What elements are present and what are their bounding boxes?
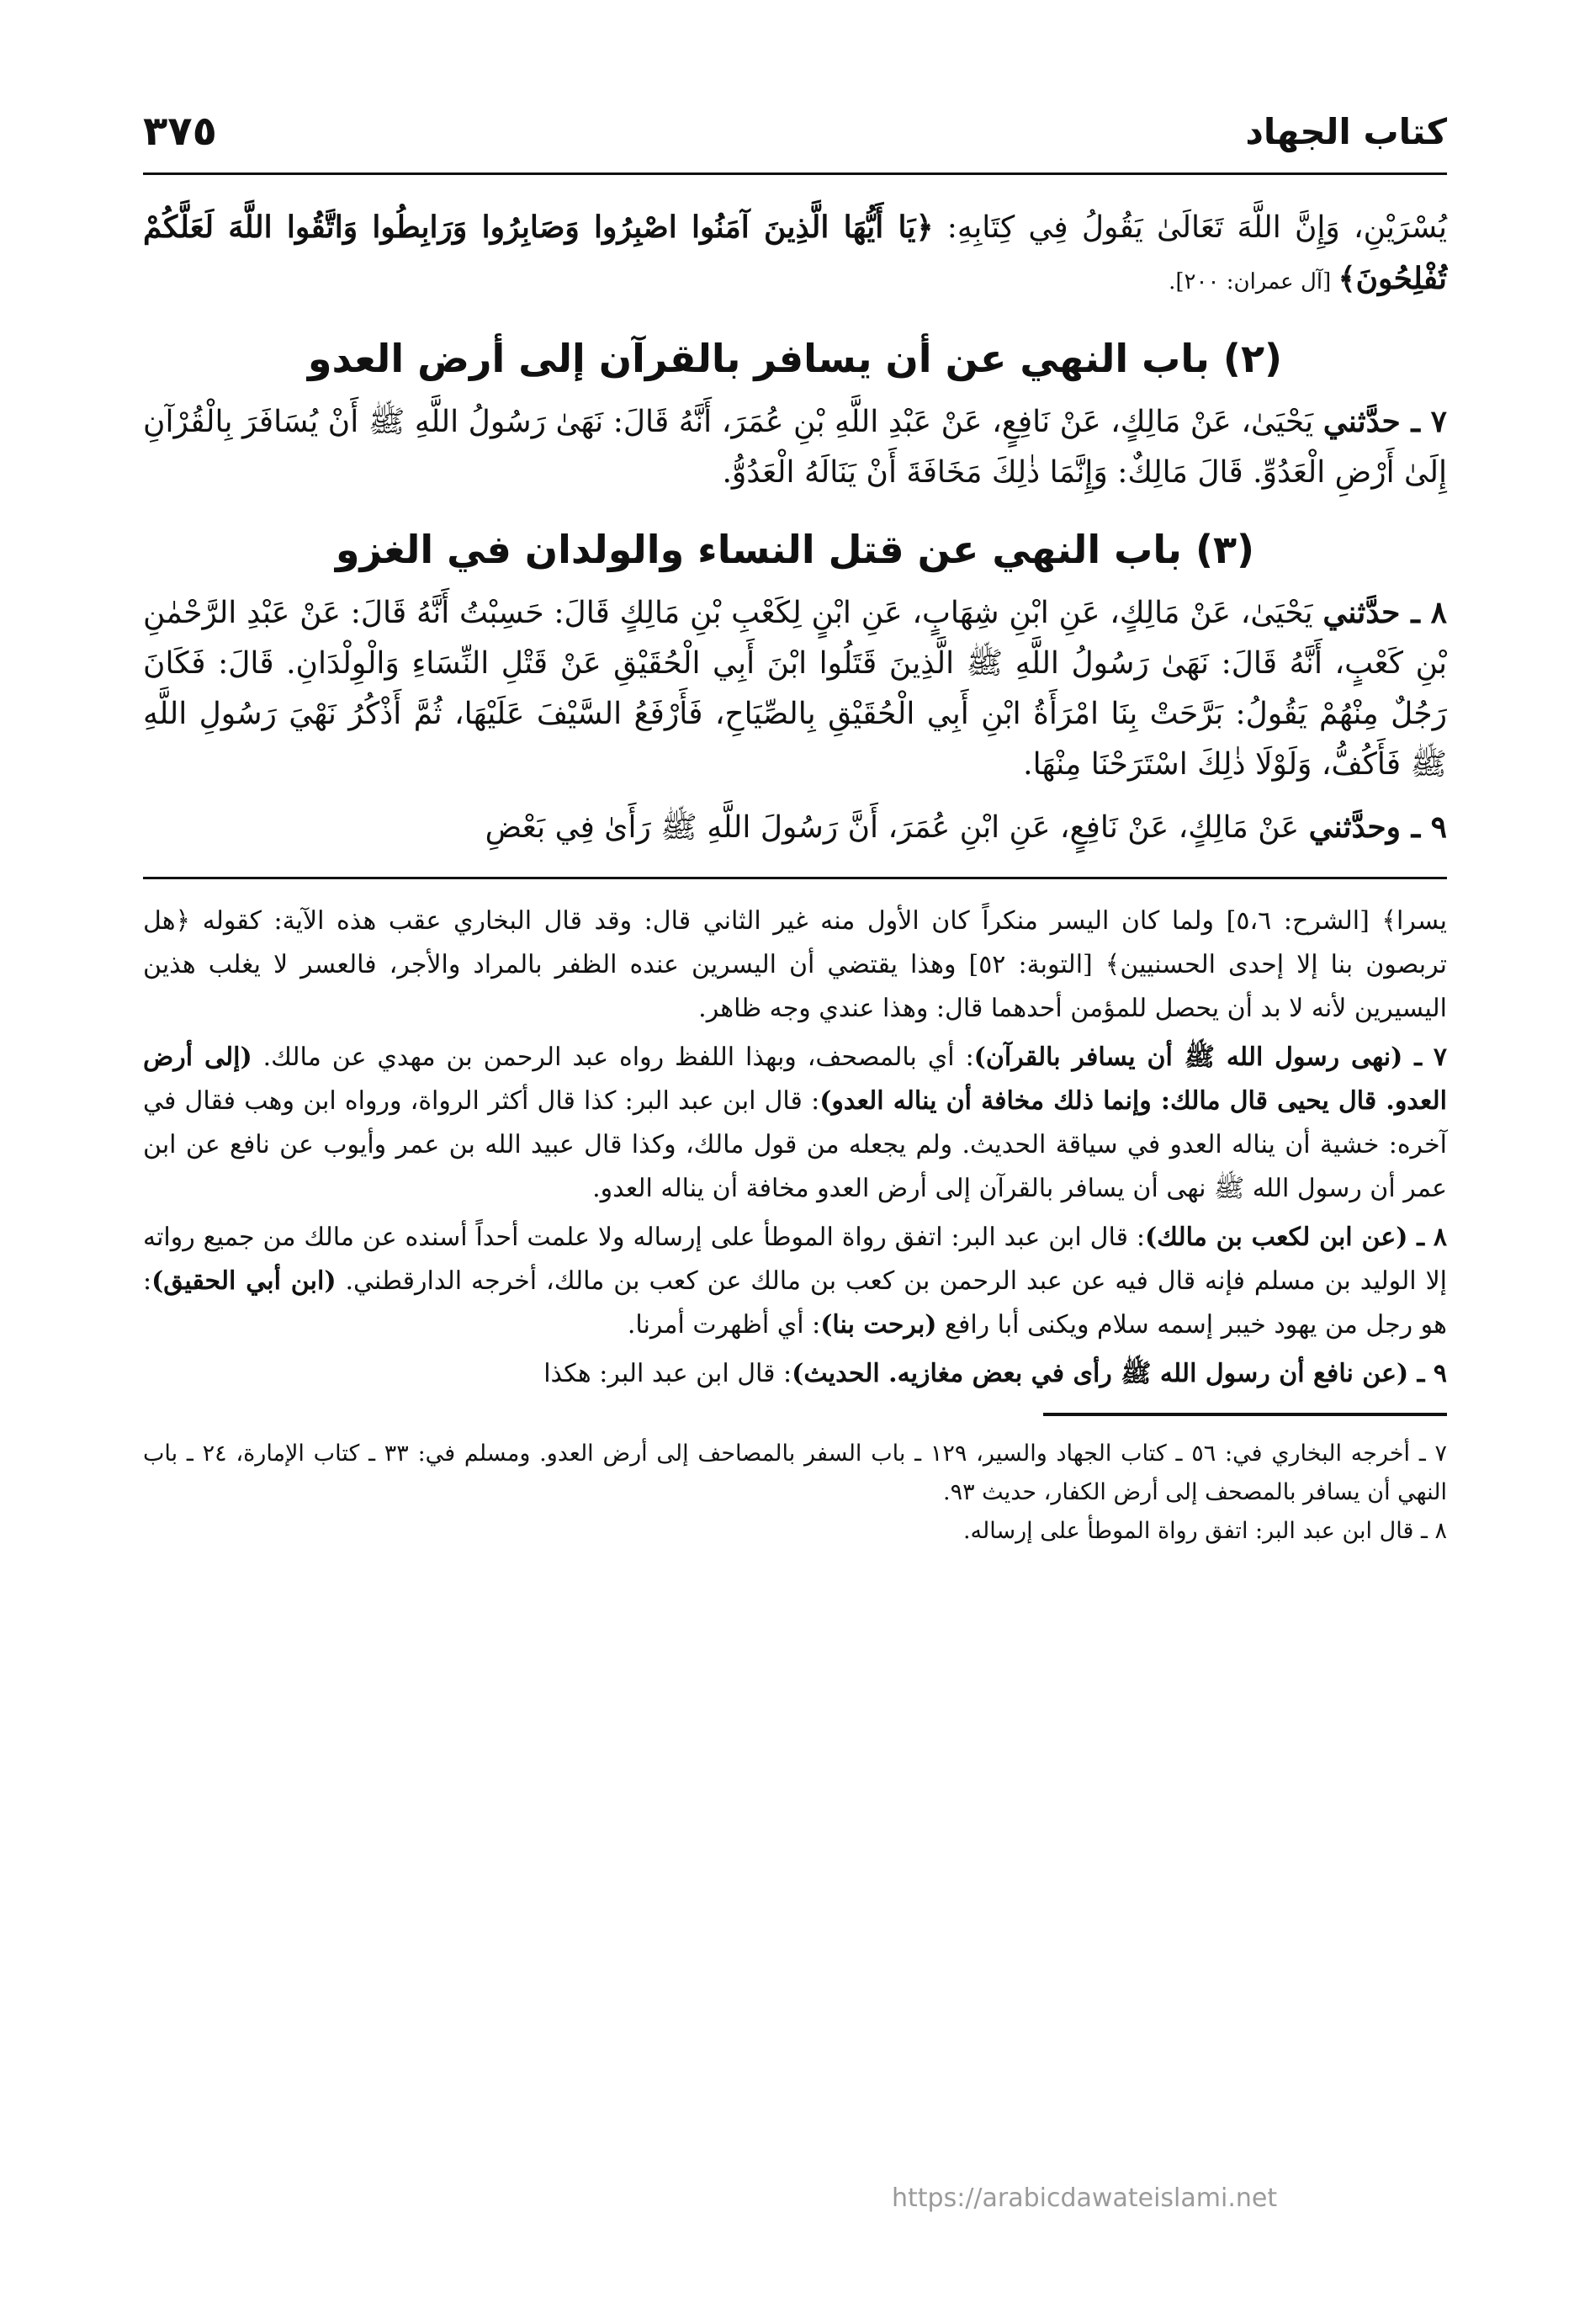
hadith-number: ٧ ـ [1400, 404, 1447, 439]
commentary-term: (ابن أبي الحقيق) [151, 1266, 337, 1296]
watermark-url: https://arabicdawateislami.net [892, 2183, 1278, 2213]
commentary-divider [143, 877, 1447, 879]
page-header [143, 99, 1447, 175]
hadith-7 [143, 396, 1447, 498]
hadith-text: يَحْيَىٰ، عَنْ مَالِكٍ، عَنِ ابْنِ شِهَابٍ، عَنِ ابْنٍ لِكَعْبِ بْنِ مَالِكٍ قَالَ: حَسِبْتُ أَنَّهُ قَالَ: عَنْ عَبْدِ الرَّحْمٰنِ بْنِ كَعْبٍ، أَنَّهُ قَالَ: نَهَىٰ رَسُولُ اللَّهِ ﷺ الَّذِينَ قَتَلُوا ابْنَ أَبِي الْحُقَيْقِ عَنْ قَتْلِ النِّسَاءِ وَالْوِلْدَانِ. قَالَ: فَكَانَ رَجُلٌ مِنْهُمْ يَقُولُ: بَرَّحَتْ بِنَا امْرَأَةُ ابْنِ أَبِي الْحُقَيْقِ بِالصِّيَاحِ، فَأَرْفَعُ السَّيْفَ عَلَيْهَا، ثُمَّ أَذْكُرُ نَهْيَ رَسُولِ اللَّهِ ﷺ فَأَكُفُّ، وَلَوْلَا ذٰلِكَ اسْتَرَحْنَا مِنْهَا. [143, 596, 1447, 782]
commentary-term: (برحت بنا) [820, 1310, 937, 1340]
commentary-7 [143, 1036, 1447, 1211]
commentary-term: ٧ ـ (نهى رسول الله ﷺ أن يسافر بالقرآن) [973, 1043, 1447, 1072]
commentary-text: : قال ابن عبد البر: اتفق رواة الموطأ على إرساله ولا علمت أحداً أسنده عن مالك من جميع رواته إلا الوليد بن مسلم فإنه قال فيه عن عبد الرحمن بن كعب بن مالك عن كعب بن مالك، أخرجه الدارقطني. [143, 1223, 1448, 1296]
hadith-9 [143, 802, 1447, 853]
commentary-continued: يسرا﴾ [الشرح: ٥،٦] ولما كان اليسر منكراً كان الأول منه غير الثاني قال: وقد قال البخاري عقب هذه الآية: كقوله ﴿هل تربصون بنا إلا إحدى الحسنيين﴾ [التوبة: ٥٢] وهذا يقتضي أن اليسرين عنده الظفر بالمراد والأجر، فالعسر لا يغلب هذين اليسيرين لأنه لا بد أن يحصل للمؤمن أحدهما قال: وهذا عندي وجه ظاهر. [143, 906, 1447, 1023]
page-content [143, 202, 1447, 1551]
hadith-text: عَنْ مَالِكٍ، عَنْ نَافِعٍ، عَنِ ابْنِ عُمَرَ، أَنَّ رَسُولَ اللَّهِ ﷺ رَأَىٰ فِي بَعْضِ [485, 810, 1309, 845]
intro-paragraph [143, 202, 1447, 307]
header-rule [143, 172, 1447, 175]
footnote-rule [1043, 1413, 1447, 1416]
hadith-number: ٨ ـ [1400, 595, 1447, 630]
hadith-lead: حدَّثني [1322, 404, 1401, 439]
commentary-text: : قال ابن عبد البر: كذا قال أكثر الرواة، ورواه ابن وهب فقال في آخره: خشية أن يناله العدو في سياقة الحديث. ولم يجعله من قول مالك، وكذا قال عبيد الله بن عمر وأيوب عن نافع عن ابن عمر أن رسول الله ﷺ نهى أن يسافر بالقرآن إلى أرض العدو مخافة أن يناله العدو. [143, 1086, 1447, 1203]
commentary-text: : أي بالمصحف، وبهذا اللفظ رواه عبد الرحمن بن مهدي عن مالك. [252, 1043, 974, 1072]
footnote-7: ٧ ـ أخرجه البخاري في: ٥٦ ـ كتاب الجهاد والسير، ١٢٩ ـ باب السفر بالمصاحف إلى أرض العدو. ومسلم في: ٣٣ ـ كتاب الإمارة، ٢٤ ـ باب النهي أن يسافر بالمصحف إلى أرض الكفار، حديث ٩٣. [143, 1441, 1448, 1505]
hadith-text: يَحْيَىٰ، عَنْ مَالِكٍ، عَنْ نَافِعٍ، عَنْ عَبْدِ اللَّهِ بْنِ عُمَرَ، أَنَّهُ قَالَ: نَهَىٰ رَسُولُ اللَّهِ ﷺ أَنْ يُسَافَرَ بِالْقُرْآنِ إِلَىٰ أَرْضِ الْعَدُوِّ. قَالَ مَالِكٌ: وَإِنَّمَا ذٰلِكَ مَخَافَةَ أَنْ يَنَالَهُ الْعَدُوُّ. [143, 405, 1447, 490]
book-title: كتاب الجهاد [1245, 111, 1447, 152]
commentary-term: ٨ ـ (عن ابن لكعب بن مالك) [1144, 1223, 1447, 1252]
commentary-term: ٩ ـ (عن نافع أن رسول الله ﷺ رأى في بعض مغازيه. الحديث) [792, 1359, 1447, 1388]
hadith-number: ٩ ـ [1401, 809, 1447, 845]
hadith-lead: حدَّثني [1322, 595, 1401, 630]
commentary-text: : هو رجل من يهود خيبر إسمه سلام ويكنى أبا رافع [143, 1266, 1447, 1340]
chapter-heading-3: (٣) باب النهي عن قتل النساء والولدان في الغزو [335, 527, 1255, 572]
commentary-term: (إلى أرض العدو. قال يحيى قال مالك: وإنما ذلك مخافة أن يناله العدو) [143, 1043, 1447, 1116]
chapter-heading-2: (٢) باب النهي عن أن يسافر بالقرآن إلى أرض العدو [307, 336, 1283, 381]
commentary-text: : قال ابن عبد البر: هكذا [543, 1359, 792, 1388]
commentary-8 [143, 1216, 1447, 1347]
verse-reference: [آل عمران: ٢٠٠]. [1169, 269, 1338, 294]
hadith-lead: وحدَّثني [1308, 809, 1402, 845]
commentary-9 [143, 1352, 1447, 1396]
page-number: ٣٧٥ [143, 108, 217, 155]
quran-verse: ﴿يَا أَيُّهَا الَّذِينَ آمَنُوا اصْبِرُوا وَصَابِرُوا وَرَابِطُوا وَاتَّقُوا اللَّهَ لَعَلَّكُمْ تُفْلِحُونَ﴾ [143, 210, 1447, 296]
intro-lead: يُسْرَيْنِ، وَإِنَّ اللَّهَ تَعَالَىٰ يَقُولُ فِي كِتَابِهِ: [933, 210, 1448, 245]
hadith-8 [143, 587, 1447, 790]
commentary-text: : أي أظهرت أمرنا. [627, 1310, 821, 1340]
footnote-8: ٨ ـ قال ابن عبد البر: اتفق رواة الموطأ على إرساله. [962, 1518, 1447, 1544]
